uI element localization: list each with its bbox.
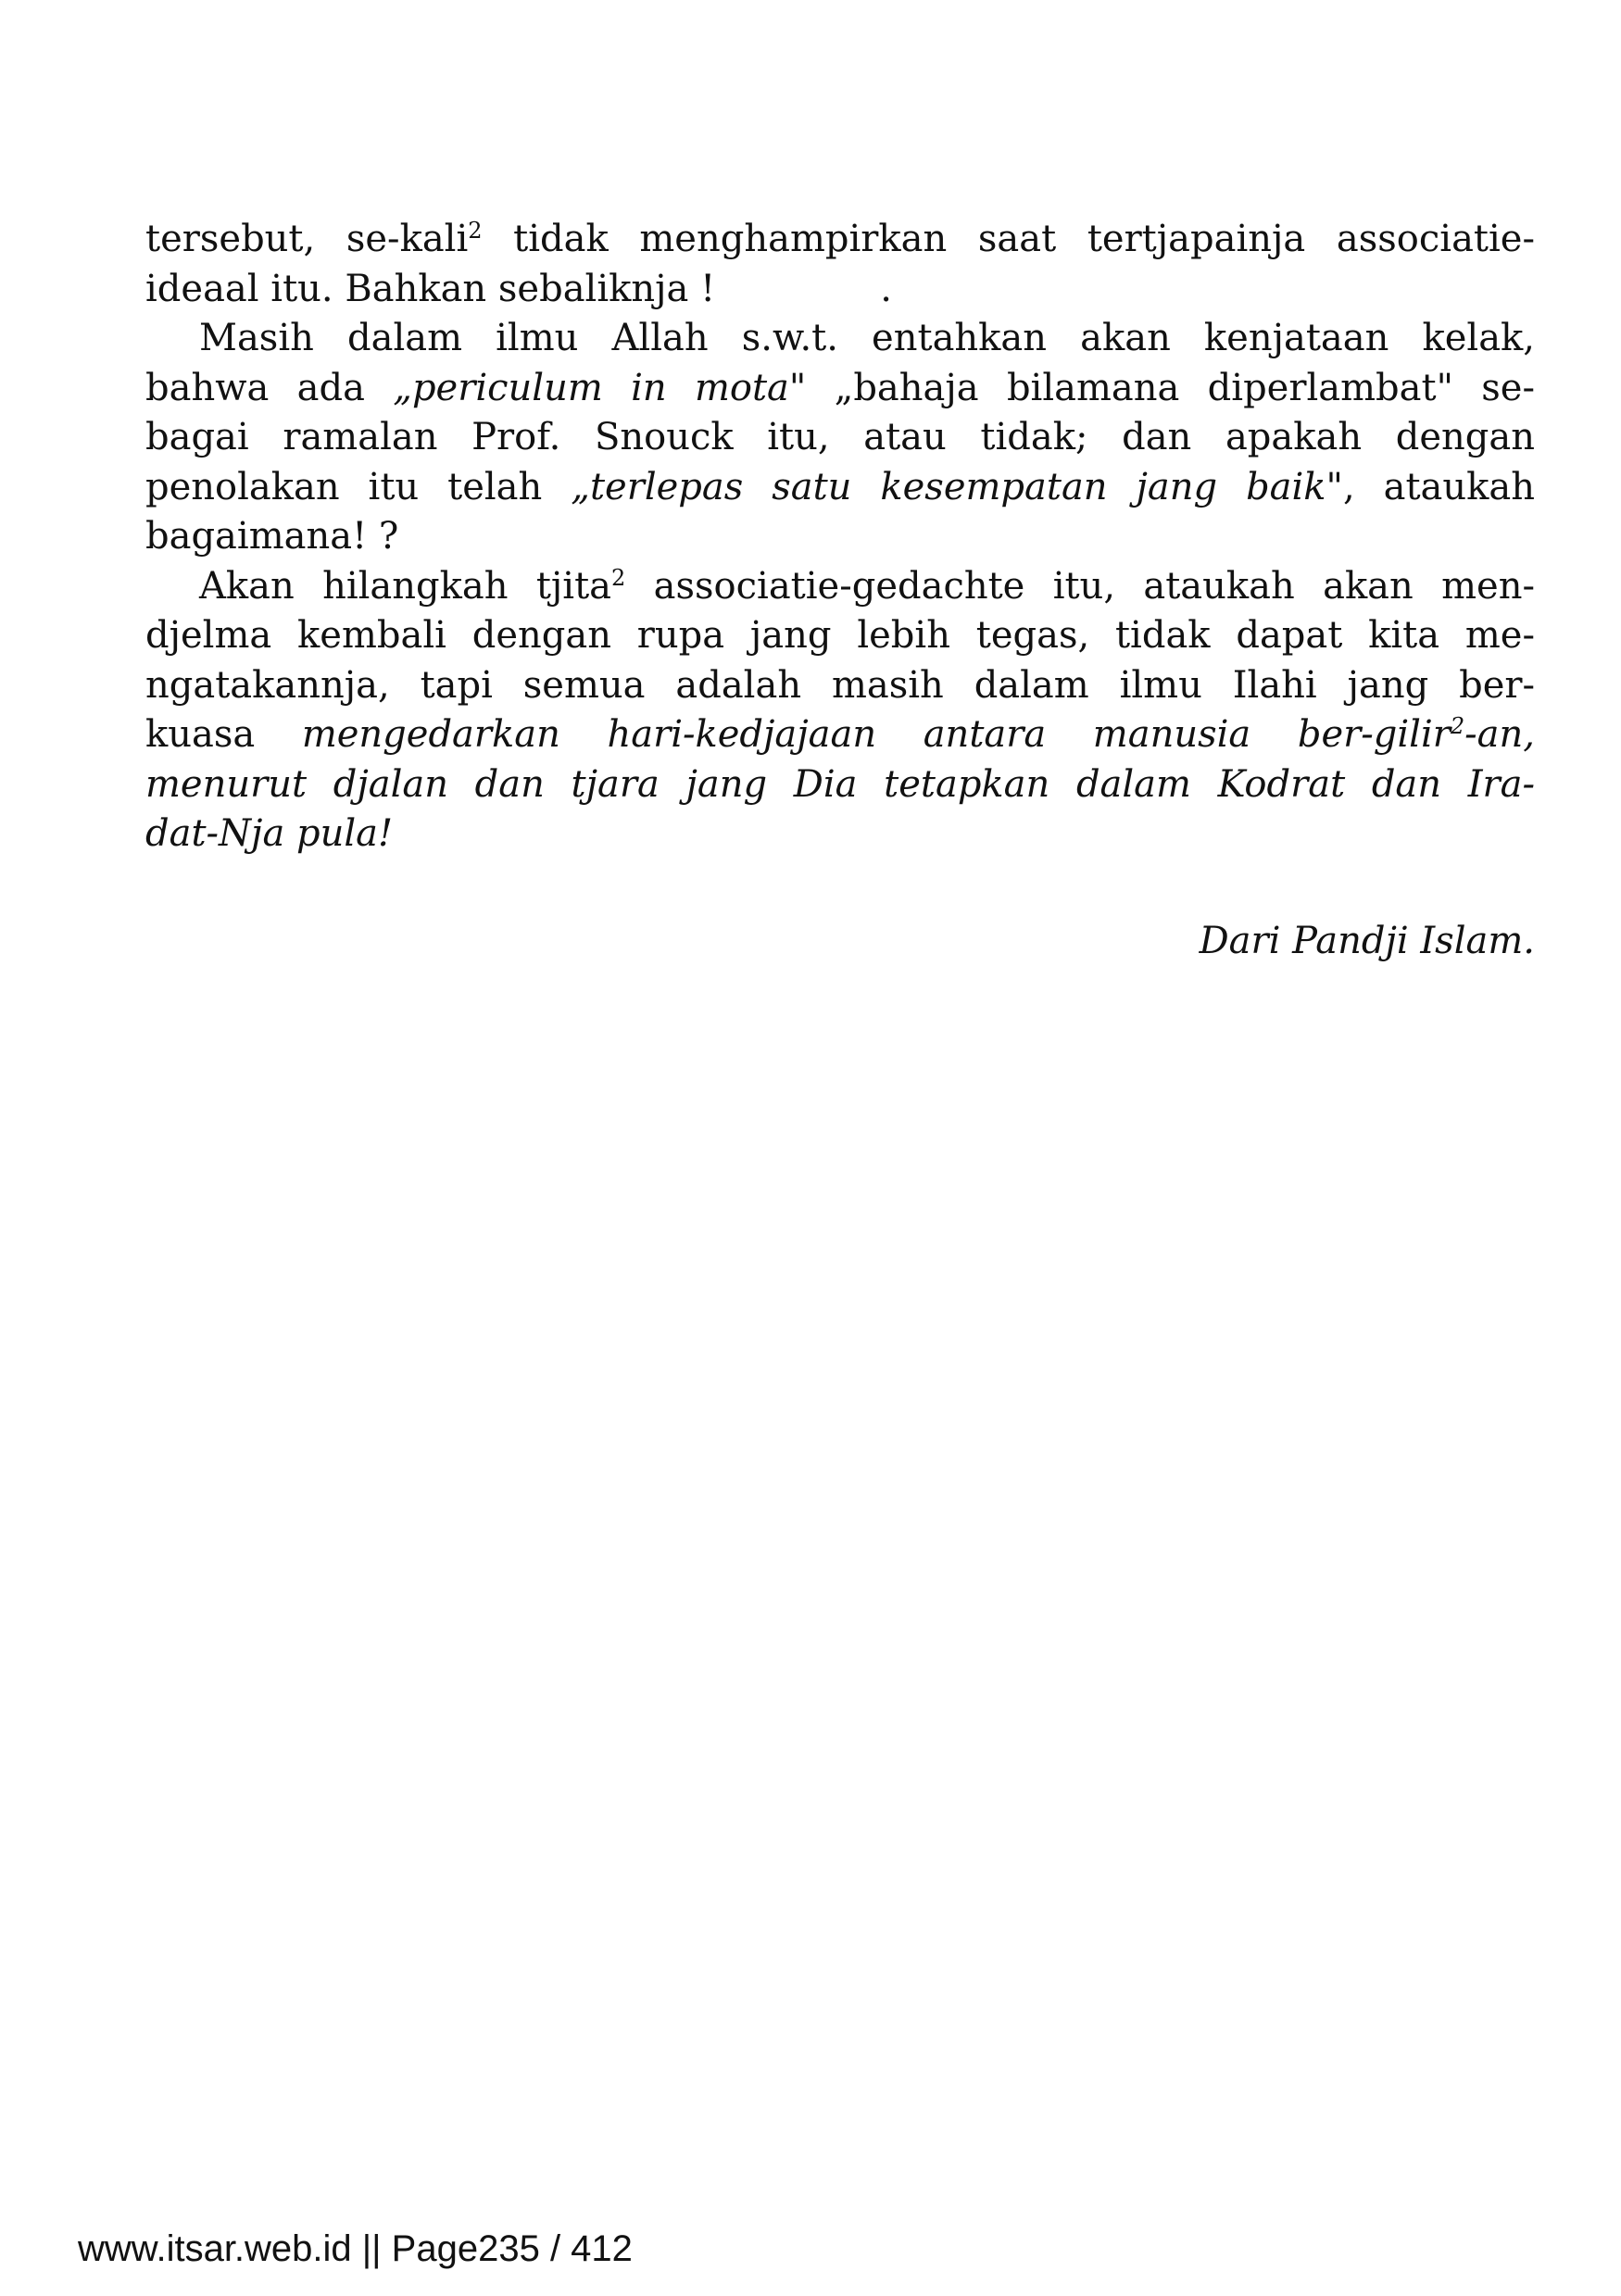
paragraph-2 [145,314,1535,562]
text-line [145,215,1535,265]
italic-text: „periculum in mota [393,366,789,409]
stray-dot: . [880,267,892,310]
text-line [145,710,1535,760]
signature-source: Dari Pandji Islam. [1199,920,1535,962]
text-line: bagaimana! ? [145,515,399,558]
italic-text: „terlepas satu kesempatan jang baik [571,465,1326,508]
text-run: Akan hilangkah tjita [199,564,612,608]
text-line: Masih dalam ilmu Allah s.w.t. entahkan akan kenjataan kelak, [199,317,1535,359]
text-run: tidak menghampirkan saat tertjapainja associatie- [482,218,1535,260]
paragraph-3 [145,562,1535,859]
text-run: ideaal itu. Bahkan sebaliknja ! [145,267,716,310]
superscript: 2 [468,218,483,244]
text-line: menurut djalan dan tjara jang Dia tetapkan dalam Kodrat dan Ira- [145,762,1535,806]
text-line: ngatakannja, tapi semua adalah masih dalam ilmu Ilahi jang ber- [145,663,1535,707]
text-line [145,364,1535,414]
text-run: associatie-gedachte itu, ataukah akan men- [625,564,1536,608]
superscript: 2 [1450,713,1465,739]
body-text [145,215,1535,859]
text-run: ", ataukah [1326,465,1535,508]
text-line [145,265,1535,315]
text-line: bagai ramalan Prof. Snouck itu, atau tidak; dan apakah dengan [145,416,1535,458]
italic-text: mengedarkan hari-kedjajaan antara manusia ber-gilir [301,713,1451,756]
italic-text: -an, [1464,713,1535,756]
page-footer: www.itsar.web.id || Page235 / 412 [78,2228,633,2269]
text-line: djelma kembali dengan rupa jang lebih tegas, tidak dapat kita me- [145,614,1535,657]
text-run: penolakan itu telah [145,465,572,508]
text-run: bahwa ada [145,366,394,409]
text-line: dat-Nja pula! [145,812,394,855]
text-line [145,562,1535,612]
text-run: kuasa [145,713,302,756]
text-run: tersebut, se-kali [145,218,469,260]
text-run: " „bahaja bilamana diperlambat" se- [788,366,1535,409]
superscript: 2 [611,564,626,591]
paragraph-1 [145,215,1535,314]
text-line [145,463,1535,513]
